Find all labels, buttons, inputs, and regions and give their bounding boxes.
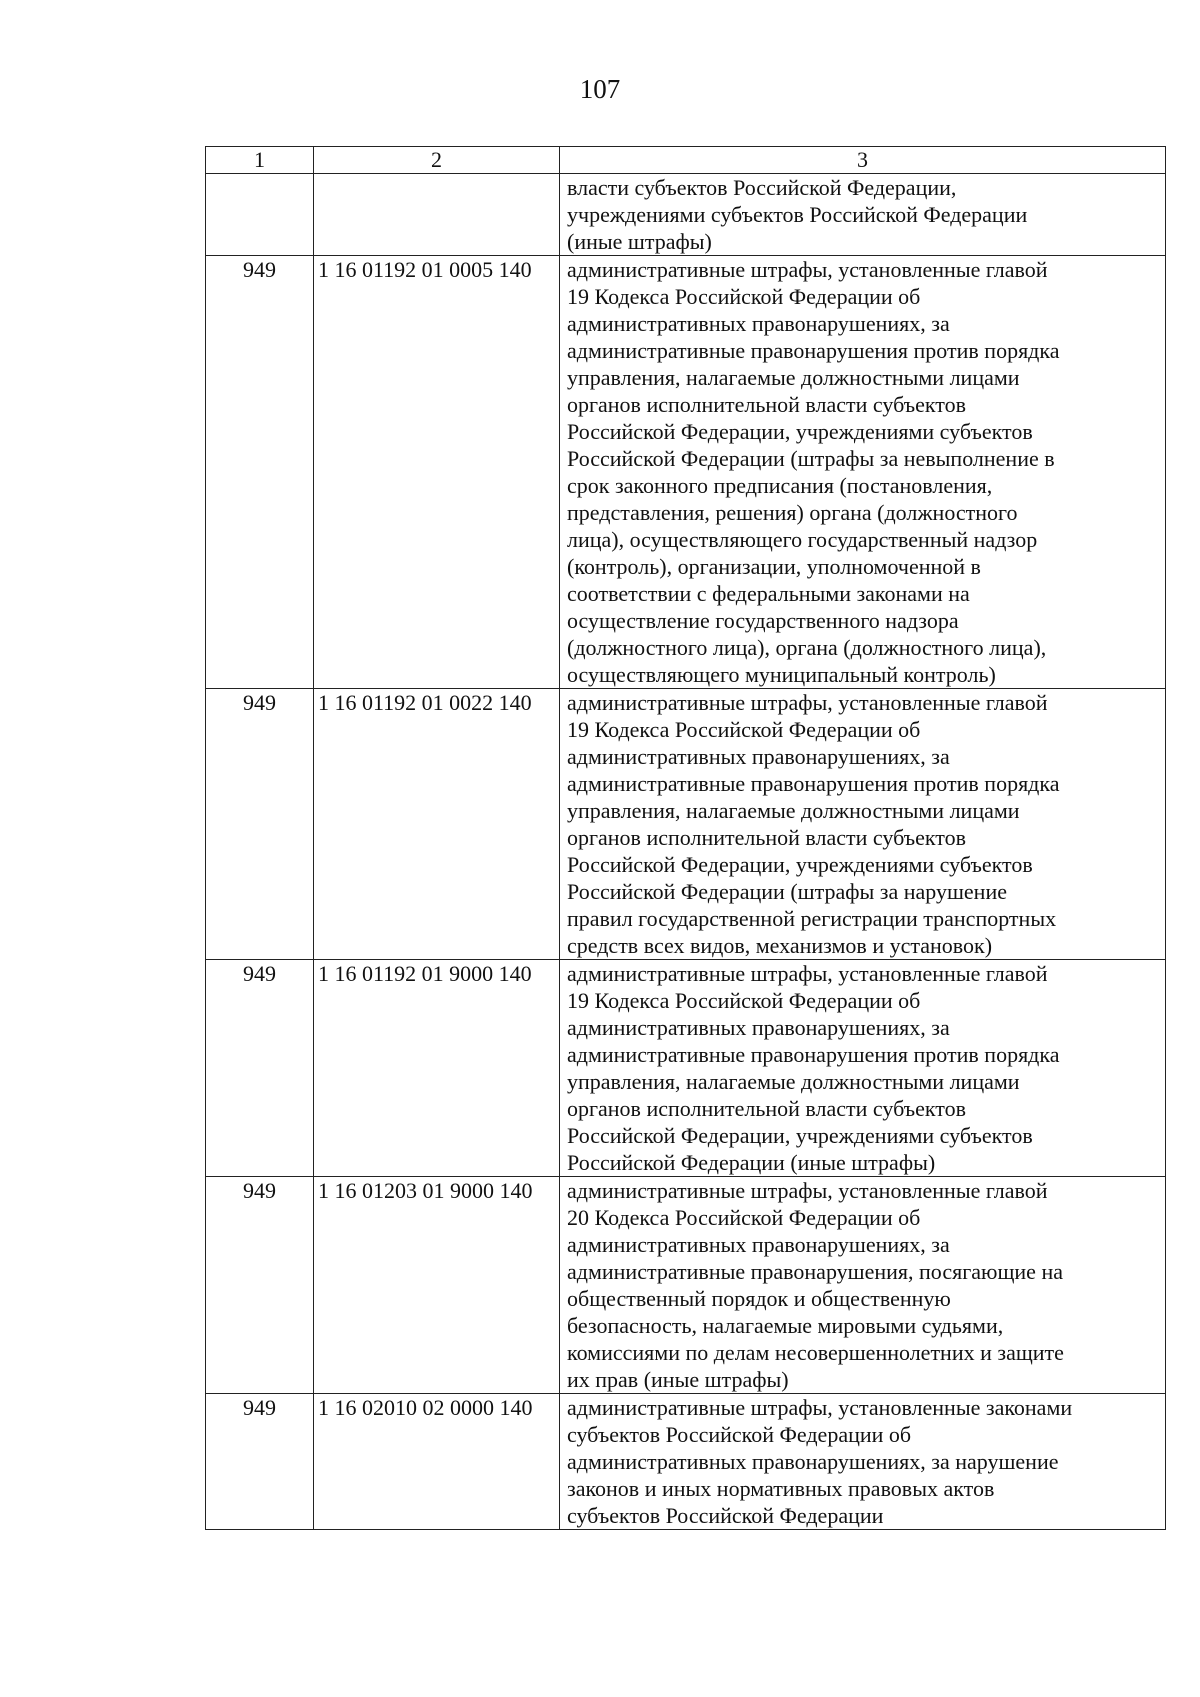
admin-code-cell: 949 bbox=[206, 256, 314, 689]
table-row bbox=[206, 1177, 1166, 1394]
description-line: административные правонарушения против порядка bbox=[567, 1042, 1060, 1067]
table-row bbox=[206, 960, 1166, 1177]
description-line: власти субъектов Российской Федерации, bbox=[567, 175, 957, 200]
description-line: (контроль), организации, уполномоченной в bbox=[567, 554, 981, 579]
description-line: соответствии с федеральными законами на bbox=[567, 581, 970, 606]
table-row bbox=[206, 689, 1166, 960]
description-line: управления, налагаемые должностными лицами bbox=[567, 1069, 1020, 1094]
admin-code-cell: 949 bbox=[206, 689, 314, 960]
description-line: правил государственной регистрации транспортных bbox=[567, 906, 1057, 931]
description-line: Российской Федерации, учреждениями субъектов bbox=[567, 419, 1033, 444]
description-cell bbox=[560, 1177, 1166, 1394]
revenue-code-table bbox=[205, 146, 1166, 1530]
description-line: административных правонарушениях, за нарушение bbox=[567, 1449, 1059, 1474]
header-col-2: 2 bbox=[314, 147, 560, 174]
description-line: лица), осуществляющего государственный надзор bbox=[567, 527, 1038, 552]
description-line: осуществляющего муниципальный контроль) bbox=[567, 662, 996, 687]
budget-code-cell: 1 16 01192 01 9000 140 bbox=[314, 960, 560, 1177]
description-line: административные правонарушения против порядка bbox=[567, 771, 1060, 796]
description-line: Российской Федерации (иные штрафы) bbox=[567, 1150, 936, 1175]
description-line: их прав (иные штрафы) bbox=[567, 1367, 789, 1392]
description-line: общественный порядок и общественную bbox=[567, 1286, 951, 1311]
admin-code-cell bbox=[206, 174, 314, 256]
description-cell bbox=[560, 174, 1166, 256]
description-line: комиссиями по делам несовершеннолетних и защите bbox=[567, 1340, 1064, 1365]
description-line: административные штрафы, установленные главой bbox=[567, 1178, 1048, 1203]
description-line: (иные штрафы) bbox=[567, 229, 712, 254]
description-line: органов исполнительной власти субъектов bbox=[567, 825, 967, 850]
description-line: 19 Кодекса Российской Федерации об bbox=[567, 717, 921, 742]
description-line: срок законного предписания (постановления, bbox=[567, 473, 993, 498]
table-header-row bbox=[206, 147, 1166, 174]
description-line: представления, решения) органа (должностного bbox=[567, 500, 1018, 525]
description-line: административные правонарушения против порядка bbox=[567, 338, 1060, 363]
description-line: административных правонарушениях, за bbox=[567, 1232, 950, 1257]
table-row bbox=[206, 256, 1166, 689]
description-line: 19 Кодекса Российской Федерации об bbox=[567, 988, 921, 1013]
description-line: административных правонарушениях, за bbox=[567, 1015, 950, 1040]
description-line: административных правонарушениях, за bbox=[567, 744, 950, 769]
budget-code-cell bbox=[314, 174, 560, 256]
description-line: Российской Федерации (штрафы за невыполнение в bbox=[567, 446, 1055, 471]
budget-code-cell: 1 16 01203 01 9000 140 bbox=[314, 1177, 560, 1394]
description-line: управления, налагаемые должностными лицами bbox=[567, 365, 1020, 390]
admin-code-cell: 949 bbox=[206, 1177, 314, 1394]
admin-code-cell: 949 bbox=[206, 960, 314, 1177]
description-cell bbox=[560, 256, 1166, 689]
description-line: субъектов Российской Федерации об bbox=[567, 1422, 912, 1447]
budget-code-cell: 1 16 01192 01 0022 140 bbox=[314, 689, 560, 960]
description-line: органов исполнительной власти субъектов bbox=[567, 392, 967, 417]
description-line: административных правонарушениях, за bbox=[567, 311, 950, 336]
budget-code-cell: 1 16 01192 01 0005 140 bbox=[314, 256, 560, 689]
table-row bbox=[206, 1394, 1166, 1530]
description-line: средств всех видов, механизмов и установок) bbox=[567, 933, 993, 958]
description-line: административные штрафы, установленные главой bbox=[567, 257, 1048, 282]
header-col-3: 3 bbox=[560, 147, 1166, 174]
description-cell bbox=[560, 1394, 1166, 1530]
description-line: административные штрафы, установленные главой bbox=[567, 961, 1048, 986]
description-line: законов и иных нормативных правовых актов bbox=[567, 1476, 995, 1501]
description-line: 20 Кодекса Российской Федерации об bbox=[567, 1205, 921, 1230]
description-line: осуществление государственного надзора bbox=[567, 608, 959, 633]
admin-code-cell: 949 bbox=[206, 1394, 314, 1530]
description-line: органов исполнительной власти субъектов bbox=[567, 1096, 967, 1121]
description-cell bbox=[560, 689, 1166, 960]
page-number: 107 bbox=[579, 74, 621, 104]
table-row bbox=[206, 174, 1166, 256]
description-line: Российской Федерации, учреждениями субъектов bbox=[567, 1123, 1033, 1148]
description-line: субъектов Российской Федерации bbox=[567, 1503, 884, 1528]
description-line: административные правонарушения, посягающие на bbox=[567, 1259, 1063, 1284]
description-line: (должностного лица), органа (должностного лица), bbox=[567, 635, 1047, 660]
description-line: Российской Федерации, учреждениями субъектов bbox=[567, 852, 1033, 877]
description-line: 19 Кодекса Российской Федерации об bbox=[567, 284, 921, 309]
description-line: Российской Федерации (штрафы за нарушение bbox=[567, 879, 1007, 904]
description-line: административные штрафы, установленные главой bbox=[567, 690, 1048, 715]
budget-code-cell: 1 16 02010 02 0000 140 bbox=[314, 1394, 560, 1530]
description-cell bbox=[560, 960, 1166, 1177]
description-line: административные штрафы, установленные законами bbox=[567, 1395, 1073, 1420]
description-line: управления, налагаемые должностными лицами bbox=[567, 798, 1020, 823]
header-col-1: 1 bbox=[206, 147, 314, 174]
description-line: учреждениями субъектов Российской Федерации bbox=[567, 202, 1028, 227]
description-line: безопасность, налагаемые мировыми судьями, bbox=[567, 1313, 1004, 1338]
